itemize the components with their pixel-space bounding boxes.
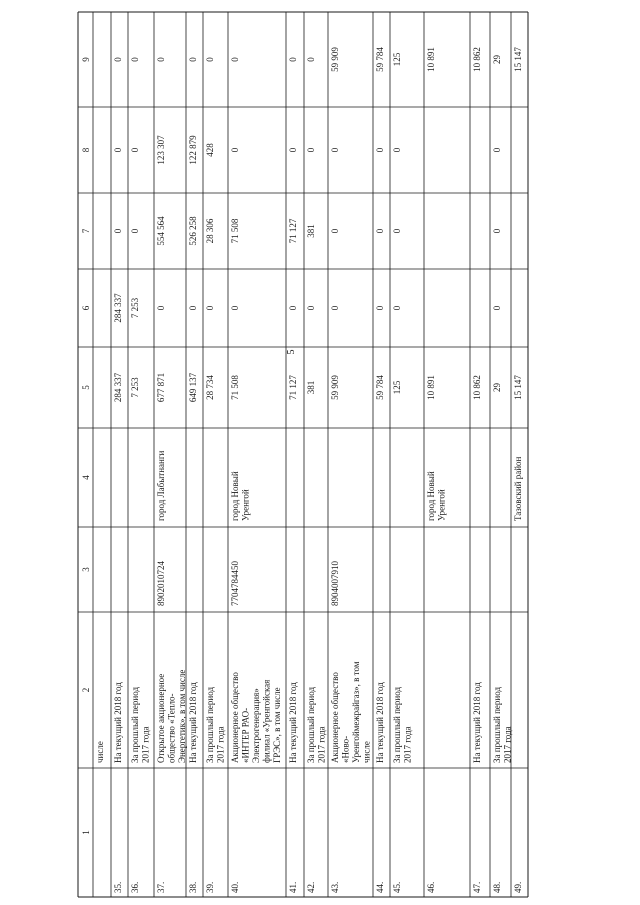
place-name: Уренгой: [436, 489, 447, 521]
value-cell: 0: [113, 228, 123, 234]
row-number: 45.: [392, 881, 402, 893]
row-number: 43.: [330, 881, 340, 893]
row-number: 36.: [130, 881, 140, 893]
row-number: 46.: [426, 881, 436, 893]
column-number: 1: [81, 830, 91, 835]
place-name: Уренгой: [240, 489, 251, 521]
row-name: На текущий 2018 год: [288, 682, 298, 763]
value-cell: 0: [113, 147, 123, 153]
row-name: На текущий 2018 год: [375, 682, 385, 763]
value-cell: 122 879: [188, 135, 198, 165]
column-number: 3: [81, 567, 91, 572]
value-cell: 0: [288, 147, 298, 153]
value-cell: 10 862: [472, 375, 482, 400]
value-cell: 677 871: [156, 372, 166, 403]
value-cell: 10 891: [426, 47, 436, 72]
data-table: [78, 12, 528, 897]
row-name: «Ново-: [340, 735, 351, 763]
row-number: 40.: [230, 881, 240, 893]
row-number: 42.: [306, 881, 316, 893]
row-name: 2017 года: [316, 726, 327, 763]
place-name: город Новый: [230, 471, 240, 521]
row-number: 39.: [205, 881, 215, 893]
value-cell: 381: [306, 224, 316, 238]
value-cell: 125: [392, 380, 402, 395]
row-number: 37.: [156, 881, 166, 893]
page-number: 5: [286, 349, 297, 355]
value-cell: 15 147: [513, 47, 523, 72]
column-number: 6: [81, 305, 91, 311]
row-name: За прошлый период: [392, 686, 402, 763]
inn-code: 7704784450: [230, 561, 240, 606]
value-cell: 0: [156, 57, 166, 62]
value-cell: 0: [392, 228, 402, 234]
row-name: Электрогенерация»: [251, 688, 261, 763]
row-number: 47.: [472, 881, 482, 893]
row-number: 48.: [492, 881, 502, 893]
value-cell: 59 909: [330, 47, 340, 72]
column-number: 8: [81, 147, 91, 153]
row-name: На текущий 2018 год: [188, 682, 198, 763]
row-name: Акционерное общество: [330, 672, 340, 763]
row-number: 35.: [113, 881, 123, 893]
value-cell: 7 253: [130, 377, 140, 398]
value-cell: 123 307: [156, 135, 166, 165]
value-cell: 0: [156, 305, 166, 311]
row-name: За прошлый период: [130, 686, 140, 763]
row-number: 38.: [188, 881, 198, 893]
value-cell: 0: [375, 305, 385, 311]
value-cell: 0: [330, 147, 340, 153]
value-cell: 125: [392, 52, 402, 67]
value-cell: 0: [130, 147, 140, 153]
place-name: Тазовский район: [513, 456, 523, 521]
row-name: 2017 года: [215, 726, 226, 763]
value-cell: 0: [492, 305, 502, 311]
column-number: 7: [81, 228, 91, 234]
row-name: На текущий 2018 год: [472, 682, 482, 763]
row-name: филиал «Уренгойская: [261, 679, 272, 763]
value-cell: 0: [306, 147, 316, 153]
column-number: 2: [81, 687, 91, 693]
value-cell: 554 564: [156, 216, 166, 246]
row-number: 49.: [513, 881, 523, 893]
column-number: 5: [81, 385, 91, 390]
value-cell: 0: [288, 57, 298, 62]
value-cell: 0: [330, 305, 340, 311]
value-cell: 10 862: [472, 47, 482, 72]
value-cell: 0: [230, 57, 240, 62]
row-name: За прошлый период: [306, 686, 316, 763]
value-cell: 59 784: [375, 47, 385, 72]
value-cell: 0: [306, 57, 316, 62]
row-name: За прошлый период: [492, 686, 502, 763]
value-cell: 15 147: [513, 375, 523, 400]
row-name: За прошлый период: [205, 686, 215, 763]
value-cell: 71 127: [288, 218, 298, 244]
value-cell: 0: [492, 228, 502, 234]
value-cell: 28 734: [205, 375, 215, 400]
column-number: 4: [81, 475, 91, 480]
value-cell: 71 508: [230, 218, 240, 244]
row-number: 44.: [375, 881, 385, 893]
value-cell: 428: [205, 143, 215, 157]
row-name: 2017 года: [402, 726, 413, 763]
value-cell: 10 891: [426, 375, 436, 400]
value-cell: 0: [113, 57, 123, 62]
value-cell: 29: [492, 383, 502, 392]
place-name: город Новый: [426, 471, 436, 521]
row-number: 41.: [288, 881, 298, 893]
value-cell: 0: [130, 57, 140, 62]
row-name: 2017 года: [140, 726, 151, 763]
value-cell: 0: [392, 305, 402, 311]
row-name: числе: [95, 741, 105, 763]
place-name: город Лабытнанги: [156, 450, 166, 521]
value-cell: 29: [492, 55, 502, 64]
value-cell: 71 508: [230, 375, 240, 400]
inn-code: 8904007910: [330, 561, 340, 606]
row-name: Открытое акционерное: [156, 673, 166, 763]
value-cell: 0: [330, 228, 340, 234]
row-name: Уренгоймежрайгаз», в том: [351, 661, 361, 763]
value-cell: 28 306: [205, 218, 215, 244]
value-cell: 381: [306, 380, 316, 395]
row-name: Энергетик», в том числе: [177, 669, 187, 763]
value-cell: 0: [188, 305, 198, 311]
value-cell: 284 337: [113, 372, 123, 403]
row-name: общество «Тепло-: [166, 693, 177, 763]
row-name: 2017 года: [502, 726, 513, 763]
value-cell: 0: [130, 228, 140, 234]
value-cell: 0: [375, 228, 385, 234]
value-cell: 0: [375, 147, 385, 153]
column-number: 9: [81, 57, 91, 62]
value-cell: 0: [288, 305, 298, 311]
value-cell: 59 784: [375, 375, 385, 400]
value-cell: 0: [205, 305, 215, 311]
value-cell: 0: [205, 57, 215, 62]
value-cell: 0: [188, 57, 198, 62]
row-name: На текущий 2018 год: [113, 682, 123, 763]
value-cell: 649 137: [188, 372, 198, 403]
value-cell: 0: [306, 305, 316, 311]
value-cell: 71 127: [288, 375, 298, 400]
value-cell: 0: [230, 147, 240, 153]
value-cell: 0: [230, 305, 240, 311]
row-name: ГРЭС», в том числе: [272, 687, 282, 763]
value-cell: 526 258: [188, 216, 198, 246]
value-cell: 59 909: [330, 375, 340, 400]
value-cell: 284 337: [113, 293, 123, 323]
value-cell: 0: [492, 147, 502, 153]
row-name: числе: [361, 741, 372, 763]
inn-code: 8902010724: [156, 561, 166, 606]
row-name: Акционерное общество: [230, 672, 240, 763]
row-name: «ИНТЕР РАО-: [240, 707, 251, 763]
value-cell: 0: [392, 147, 402, 153]
value-cell: 7 253: [130, 297, 140, 319]
